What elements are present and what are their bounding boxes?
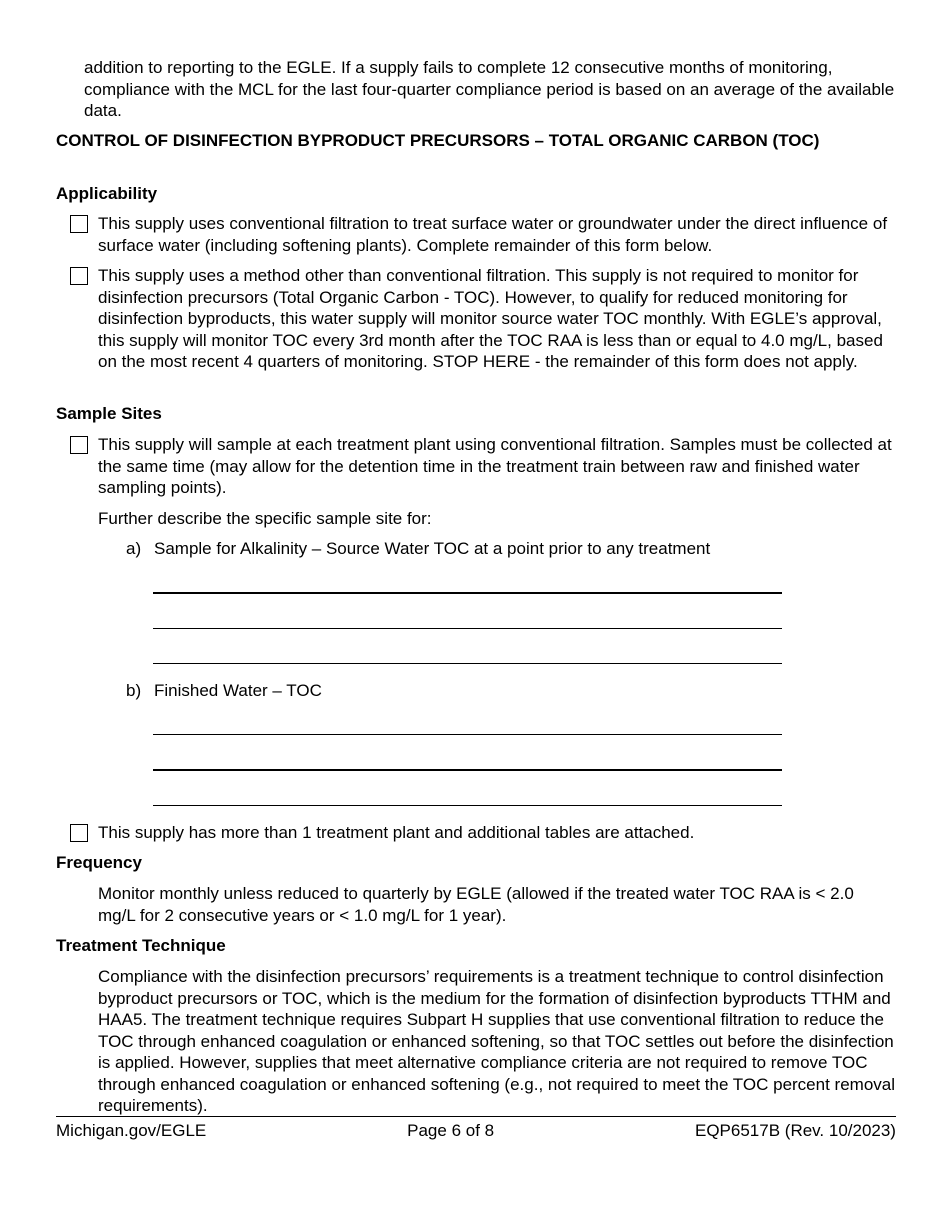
applicability-other-method-checkbox[interactable] bbox=[70, 267, 88, 285]
applicability-other-method-label: This supply uses a method other than conventional filtration. This supply is not required to monitor for disinfection precursors (Total Organic Carbon - TOC). However, to qualify for reduced monitoring for disinfection byproducts, this water supply will monitor source water TOC monthly. With EGLE’s approval, this supply will monitor TOC every 3rd month after the TOC RAA is less than or equal to 4.0 mg/L, based on the most recent 4 quarters of monitoring. STOP HERE - the remainder of this form does not apply. bbox=[98, 266, 883, 371]
sample-sites-each-plant-label: This supply will sample at each treatment plant using conventional filtration. Samples must be collected at the same time (may allow for the detention time in the treatment train between raw and finished water sampling points). bbox=[98, 435, 892, 497]
applicability-option-other-method bbox=[70, 265, 900, 373]
sample-site-item-a bbox=[126, 538, 710, 560]
footer-divider bbox=[56, 1116, 896, 1117]
frequency-heading: Frequency bbox=[56, 853, 142, 872]
footer-page-number: Page 6 of 8 bbox=[407, 1121, 495, 1140]
intro-paragraph: addition to reporting to the EGLE. If a supply fails to complete 12 consecutive months of monitoring, compliance with the MCL for the last four-quarter compliance period is based on an average of the available data. bbox=[84, 58, 895, 120]
sample-sites-multiple-plants-label: This supply has more than 1 treatment plant and additional tables are attached. bbox=[98, 823, 695, 842]
item-a-answer-line-3[interactable] bbox=[153, 663, 782, 664]
item-b-label: b) bbox=[126, 681, 142, 700]
item-b-text: Finished Water – TOC bbox=[154, 681, 322, 700]
treatment-heading: Treatment Technique bbox=[56, 936, 226, 955]
page-footer bbox=[56, 1120, 896, 1142]
item-a-text: Sample for Alkalinity – Source Water TOC at a point prior to any treatment bbox=[154, 539, 711, 558]
section-title: CONTROL OF DISINFECTION BYPRODUCT PRECURSORS – TOTAL ORGANIC CARBON (TOC) bbox=[56, 131, 820, 150]
applicability-conventional-label: This supply uses conventional filtration to treat surface water or groundwater under the direct influence of surface water (including softening plants). Complete remainder of this form below. bbox=[98, 214, 888, 255]
sample-sites-describe: Further describe the specific sample site for: bbox=[98, 509, 432, 528]
frequency-text: Monitor monthly unless reduced to quarterly by EGLE (allowed if the treated water TOC RAA is < 2.0 mg/L for 2 consecutive years or < 1.0 mg/L for 1 year). bbox=[98, 884, 854, 925]
item-a-label: a) bbox=[126, 539, 142, 558]
item-a-answer-line-1[interactable] bbox=[153, 592, 782, 594]
footer-website: Michigan.gov/EGLE bbox=[56, 1121, 207, 1140]
item-b-answer-line-1[interactable] bbox=[153, 734, 782, 735]
treatment-text: Compliance with the disinfection precursors’ requirements is a treatment technique to control disinfection byproduct precursors or TOC, which is the medium for the formation of disinfection byproducts TTHM and HAA5. The treatment technique requires Subpart H supplies that use conventional filtration to reduce the TOC through enhanced coagulation or enhanced softening, so that TOC settles out before the disinfection is applied. However, supplies that meet alternative compliance criteria are not required to remove TOC through enhanced coagulation or enhanced softening (e.g., not required to meet the TOC percent removal requirements). bbox=[98, 967, 895, 1115]
item-b-answer-line-2[interactable] bbox=[153, 769, 782, 771]
sample-sites-each-plant-checkbox[interactable] bbox=[70, 436, 88, 454]
applicability-heading: Applicability bbox=[56, 184, 158, 203]
item-b-answer-line-3[interactable] bbox=[153, 805, 782, 806]
sample-sites-multiple-plants-checkbox[interactable] bbox=[70, 824, 88, 842]
sample-sites-option-multiple-plants bbox=[70, 822, 900, 844]
sample-sites-heading: Sample Sites bbox=[56, 404, 162, 423]
sample-sites-option-each-plant bbox=[70, 434, 900, 499]
item-a-answer-line-2[interactable] bbox=[153, 628, 782, 629]
applicability-option-conventional bbox=[70, 213, 900, 256]
footer-form-code: EQP6517B (Rev. 10/2023) bbox=[695, 1121, 896, 1140]
sample-site-item-b bbox=[126, 680, 322, 702]
applicability-conventional-checkbox[interactable] bbox=[70, 215, 88, 233]
